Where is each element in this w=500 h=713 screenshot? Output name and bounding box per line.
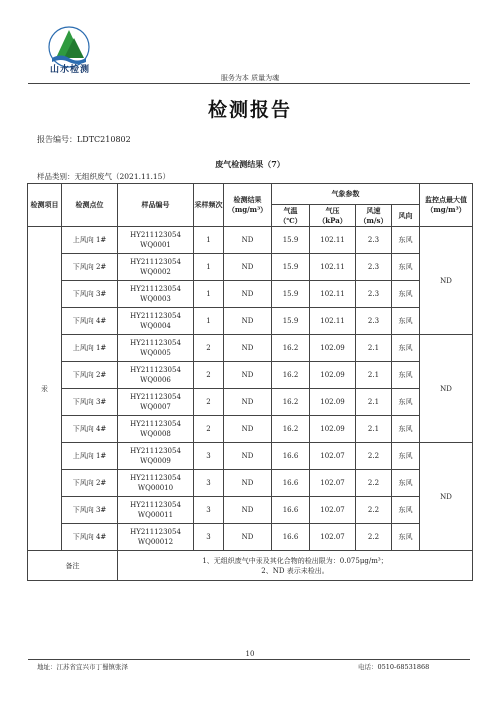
table-row <box>28 524 473 551</box>
temp-cell: 16.2 <box>272 335 310 362</box>
frequency-cell: 1 <box>194 308 224 335</box>
wind-dir-cell: 东风 <box>392 416 420 443</box>
table-row <box>28 281 473 308</box>
item-cell: 汞 <box>28 227 62 551</box>
wind-speed-cell: 2.2 <box>356 497 392 524</box>
wind-dir-cell: 东风 <box>392 281 420 308</box>
footer-divider <box>28 659 470 660</box>
frequency-cell: 2 <box>194 389 224 416</box>
footer-address: 地址：江苏省宜兴市丁蜀镇张泽 <box>37 663 128 671</box>
location-cell: 下风向 4# <box>62 308 118 335</box>
sample-id-cell: HY211123054 WQ00011 <box>118 497 194 524</box>
result-cell: ND <box>224 416 272 443</box>
wind-speed-cell: 2.1 <box>356 335 392 362</box>
pressure-cell: 102.11 <box>310 227 356 254</box>
table-row <box>28 470 473 497</box>
wind-speed-cell: 2.3 <box>356 308 392 335</box>
table-row <box>28 443 473 470</box>
result-cell: ND <box>224 308 272 335</box>
location-cell: 下风向 2# <box>62 254 118 281</box>
notes-label: 备注 <box>28 551 118 581</box>
temp-cell: 16.6 <box>272 497 310 524</box>
pressure-cell: 102.07 <box>310 524 356 551</box>
table-row <box>28 362 473 389</box>
location-cell: 上风向 1# <box>62 227 118 254</box>
temp-cell: 16.6 <box>272 524 310 551</box>
table-row <box>28 497 473 524</box>
location-cell: 下风向 2# <box>62 470 118 497</box>
result-cell: ND <box>224 281 272 308</box>
results-table <box>27 183 473 581</box>
temp-cell: 15.9 <box>272 254 310 281</box>
frequency-cell: 3 <box>194 497 224 524</box>
table-row <box>28 335 473 362</box>
page-number: 10 <box>245 650 255 658</box>
wind-speed-cell: 2.3 <box>356 254 392 281</box>
pressure-cell: 102.11 <box>310 308 356 335</box>
location-cell: 下风向 2# <box>62 362 118 389</box>
header-wind-dir: 风向 <box>392 205 420 227</box>
result-cell: ND <box>224 254 272 281</box>
temp-cell: 15.9 <box>272 308 310 335</box>
table-row <box>28 254 473 281</box>
wind-speed-cell: 2.2 <box>356 470 392 497</box>
location-cell: 上风向 1# <box>62 335 118 362</box>
temp-cell: 16.2 <box>272 362 310 389</box>
header-divider <box>28 83 470 84</box>
limit-cell: ND <box>420 335 473 443</box>
temp-cell: 16.2 <box>272 416 310 443</box>
limit-cell: ND <box>420 227 473 335</box>
header-slogan: 服务为本 质量为魂 <box>220 74 280 82</box>
wind-speed-cell: 2.1 <box>356 416 392 443</box>
result-cell: ND <box>224 497 272 524</box>
pressure-cell: 102.11 <box>310 254 356 281</box>
header-temp: 气温 （℃） <box>272 205 310 227</box>
wind-dir-cell: 东风 <box>392 443 420 470</box>
pressure-cell: 102.11 <box>310 281 356 308</box>
header-location: 检测点位 <box>62 184 118 227</box>
wind-dir-cell: 东风 <box>392 470 420 497</box>
pressure-cell: 102.09 <box>310 389 356 416</box>
result-cell: ND <box>224 443 272 470</box>
note-line: 1、无组织废气中汞及其化合物的检出限为：0.075μg/m³； <box>202 556 388 565</box>
frequency-cell: 2 <box>194 416 224 443</box>
logo-text: 山水检测 <box>49 65 90 75</box>
header-pressure: 气压 （kPa） <box>310 205 356 227</box>
header-item: 检测项目 <box>28 184 62 227</box>
frequency-cell: 2 <box>194 362 224 389</box>
wind-dir-cell: 东风 <box>392 335 420 362</box>
location-cell: 下风向 3# <box>62 389 118 416</box>
pressure-cell: 102.07 <box>310 443 356 470</box>
wind-dir-cell: 东风 <box>392 497 420 524</box>
pressure-cell: 102.07 <box>310 497 356 524</box>
pressure-cell: 102.07 <box>310 470 356 497</box>
location-cell: 上风向 1# <box>62 443 118 470</box>
temp-cell: 16.6 <box>272 443 310 470</box>
sample-id-cell: HY211123054 WQ0002 <box>118 254 194 281</box>
result-cell: ND <box>224 470 272 497</box>
frequency-cell: 2 <box>194 335 224 362</box>
temp-cell: 15.9 <box>272 281 310 308</box>
wind-dir-cell: 东风 <box>392 254 420 281</box>
temp-cell: 15.9 <box>272 227 310 254</box>
header-wind-speed: 风速 （m/s） <box>356 205 392 227</box>
result-cell: ND <box>224 389 272 416</box>
sample-id-cell: HY211123054 WQ0008 <box>118 416 194 443</box>
wind-speed-cell: 2.1 <box>356 362 392 389</box>
table-row <box>28 308 473 335</box>
frequency-cell: 1 <box>194 227 224 254</box>
pressure-cell: 102.09 <box>310 416 356 443</box>
limit-cell: ND <box>420 443 473 551</box>
header-sample-id: 样品编号 <box>118 184 194 227</box>
pressure-cell: 102.09 <box>310 362 356 389</box>
sample-id-cell: HY211123054 WQ0005 <box>118 335 194 362</box>
table-row <box>28 416 473 443</box>
frequency-cell: 3 <box>194 470 224 497</box>
notes-text <box>118 551 473 581</box>
location-cell: 下风向 4# <box>62 416 118 443</box>
header-result: 检测结果 （mg/m³） <box>224 184 272 227</box>
table-row <box>28 389 473 416</box>
frequency-cell: 1 <box>194 281 224 308</box>
wind-speed-cell: 2.2 <box>356 443 392 470</box>
sample-id-cell: HY211123054 WQ0004 <box>118 308 194 335</box>
wind-dir-cell: 东风 <box>392 308 420 335</box>
wind-speed-cell: 2.3 <box>356 281 392 308</box>
wind-speed-cell: 2.3 <box>356 227 392 254</box>
frequency-cell: 3 <box>194 524 224 551</box>
location-cell: 下风向 3# <box>62 281 118 308</box>
location-cell: 下风向 3# <box>62 497 118 524</box>
location-cell: 下风向 4# <box>62 524 118 551</box>
wind-speed-cell: 2.1 <box>356 389 392 416</box>
header-weather: 气象参数 <box>272 184 420 205</box>
frequency-cell: 3 <box>194 443 224 470</box>
sample-id-cell: HY211123054 WQ0007 <box>118 389 194 416</box>
sample-id-cell: HY211123054 WQ0001 <box>118 227 194 254</box>
wind-speed-cell: 2.2 <box>356 524 392 551</box>
result-cell: ND <box>224 524 272 551</box>
result-cell: ND <box>224 362 272 389</box>
sample-id-cell: HY211123054 WQ0009 <box>118 443 194 470</box>
section-title: 废气检测结果（7） <box>215 159 285 169</box>
sample-id-cell: HY211123054 WQ00010 <box>118 470 194 497</box>
table-row <box>28 227 473 254</box>
sample-id-cell: HY211123054 WQ0006 <box>118 362 194 389</box>
wind-dir-cell: 东风 <box>392 389 420 416</box>
wind-dir-cell: 东风 <box>392 524 420 551</box>
sample-category: 样品类别：无组织废气（2021.11.15） <box>37 172 170 181</box>
header-frequency: 采样频次 <box>194 184 224 227</box>
notes-row <box>28 551 473 581</box>
wind-dir-cell: 东风 <box>392 362 420 389</box>
header-limit: 监控点最大值 （mg/m³） <box>420 184 473 227</box>
note-line: 2、ND 表示未检出。 <box>261 566 329 575</box>
result-cell: ND <box>224 335 272 362</box>
page-title: 检测报告 <box>207 99 292 121</box>
pressure-cell: 102.09 <box>310 335 356 362</box>
sample-id-cell: HY211123054 WQ00012 <box>118 524 194 551</box>
sample-id-cell: HY211123054 WQ0003 <box>118 281 194 308</box>
result-cell: ND <box>224 227 272 254</box>
temp-cell: 16.2 <box>272 389 310 416</box>
report-number: 报告编号：LDTC210802 <box>37 135 131 144</box>
frequency-cell: 1 <box>194 254 224 281</box>
wind-dir-cell: 东风 <box>392 227 420 254</box>
footer-phone: 电话：0510-68531868 <box>358 663 430 671</box>
temp-cell: 16.6 <box>272 470 310 497</box>
